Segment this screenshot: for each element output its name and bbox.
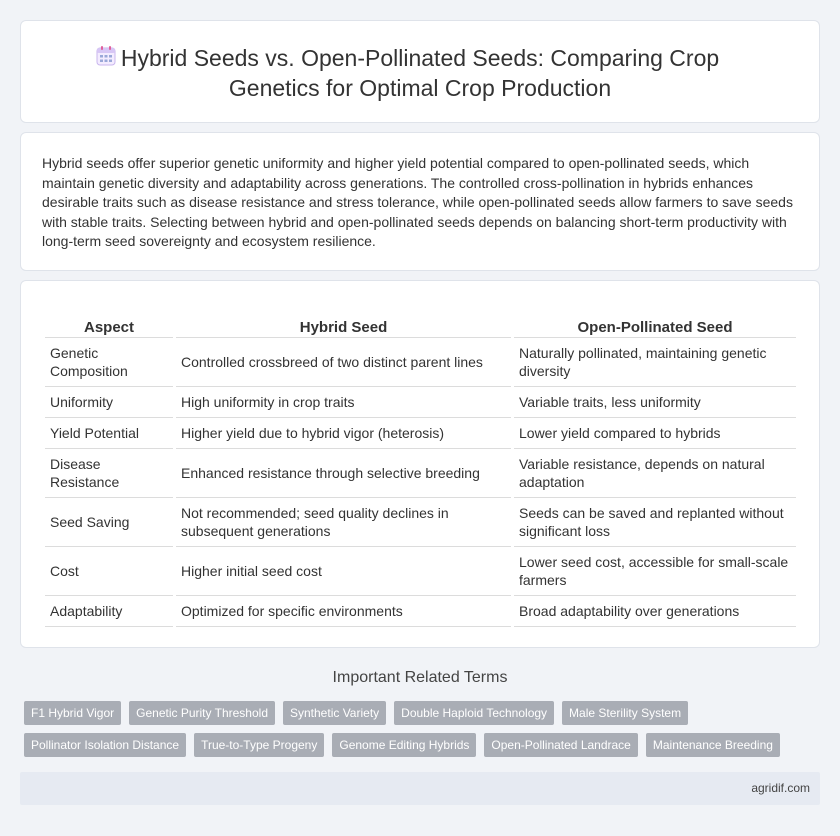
cell-hybrid: Higher initial seed cost <box>176 547 511 596</box>
comparison-card <box>20 280 820 648</box>
cell-aspect: Disease Resistance <box>45 449 173 498</box>
cell-hybrid: Enhanced resistance through selective breeding <box>176 449 511 498</box>
related-term-tag[interactable]: Genetic Purity Threshold <box>129 701 275 725</box>
page-title-line1: Hybrid Seeds vs. Open-Pollinated Seeds: Comparing Crop <box>120 45 720 71</box>
related-term-tag[interactable]: Open-Pollinated Landrace <box>484 733 637 757</box>
cell-aspect: Cost <box>45 547 173 596</box>
table-header-row <box>45 316 796 338</box>
related-terms-heading: Important Related Terms <box>332 669 508 686</box>
related-terms-list <box>24 701 824 765</box>
cell-aspect: Yield Potential <box>45 418 173 449</box>
related-term-tag[interactable]: Maintenance Breeding <box>646 733 780 757</box>
cell-open-pollinated: Lower yield compared to hybrids <box>514 418 796 449</box>
cell-aspect: Uniformity <box>45 387 173 418</box>
header-hybrid-seed: Hybrid Seed <box>176 316 511 338</box>
page-title <box>21 43 819 103</box>
comparison-table <box>42 316 799 627</box>
cell-open-pollinated: Variable traits, less uniformity <box>514 387 796 418</box>
summary-card <box>20 132 820 271</box>
cell-open-pollinated: Naturally pollinated, maintaining genetic diversity <box>514 338 796 387</box>
cell-hybrid: High uniformity in crop traits <box>176 387 511 418</box>
cell-open-pollinated: Lower seed cost, accessible for small-scale farmers <box>514 547 796 596</box>
footer-bar <box>20 772 820 805</box>
cell-aspect: Adaptability <box>45 596 173 627</box>
cell-hybrid: Optimized for specific environments <box>176 596 511 627</box>
cell-hybrid: Higher yield due to hybrid vigor (heterosis) <box>176 418 511 449</box>
page-title-line2: Genetics for Optimal Crop Production <box>228 75 612 101</box>
cell-hybrid: Controlled crossbreed of two distinct parent lines <box>176 338 511 387</box>
header-open-pollinated-seed: Open-Pollinated Seed <box>514 316 796 338</box>
cell-aspect: Seed Saving <box>45 498 173 547</box>
related-term-tag[interactable]: Pollinator Isolation Distance <box>24 733 186 757</box>
table-row <box>45 498 796 547</box>
related-term-tag[interactable]: Genome Editing Hybrids <box>332 733 476 757</box>
related-term-tag[interactable]: Male Sterility System <box>562 701 688 725</box>
header-aspect: Aspect <box>45 316 173 338</box>
related-terms-row <box>24 701 824 725</box>
table-row <box>45 449 796 498</box>
table-row <box>45 547 796 596</box>
cell-open-pollinated: Variable resistance, depends on natural adaptation <box>514 449 796 498</box>
table-row <box>45 338 796 387</box>
table-row <box>45 387 796 418</box>
cell-open-pollinated: Seeds can be saved and replanted without significant loss <box>514 498 796 547</box>
title-card <box>20 20 820 123</box>
cell-aspect: Genetic Composition <box>45 338 173 387</box>
related-term-tag[interactable]: F1 Hybrid Vigor <box>24 701 121 725</box>
table-row <box>45 418 796 449</box>
footer-site-link[interactable]: agridif.com <box>751 781 810 795</box>
related-terms-row <box>24 733 824 757</box>
cell-open-pollinated: Broad adaptability over generations <box>514 596 796 627</box>
related-term-tag[interactable]: Double Haploid Technology <box>394 701 554 725</box>
table-row <box>45 596 796 627</box>
summary-text: Hybrid seeds offer superior genetic uniformity and higher yield potential compared to open-pollinated seeds, which maintain genetic diversity and adaptability across generations. The controlled cross-pollination in hybrids enhances desirable traits such as disease resistance and stress tolerance, while open-pollinated seeds allow farmers to save seeds with stable traits. Selecting between hybrid and open-pollinated seeds depends on balancing short-term productivity with long-term seed sovereignty and ecosystem resilience. <box>42 155 793 249</box>
cell-hybrid: Not recommended; seed quality declines in subsequent generations <box>176 498 511 547</box>
related-term-tag[interactable]: True-to-Type Progeny <box>194 733 324 757</box>
related-term-tag[interactable]: Synthetic Variety <box>283 701 386 725</box>
